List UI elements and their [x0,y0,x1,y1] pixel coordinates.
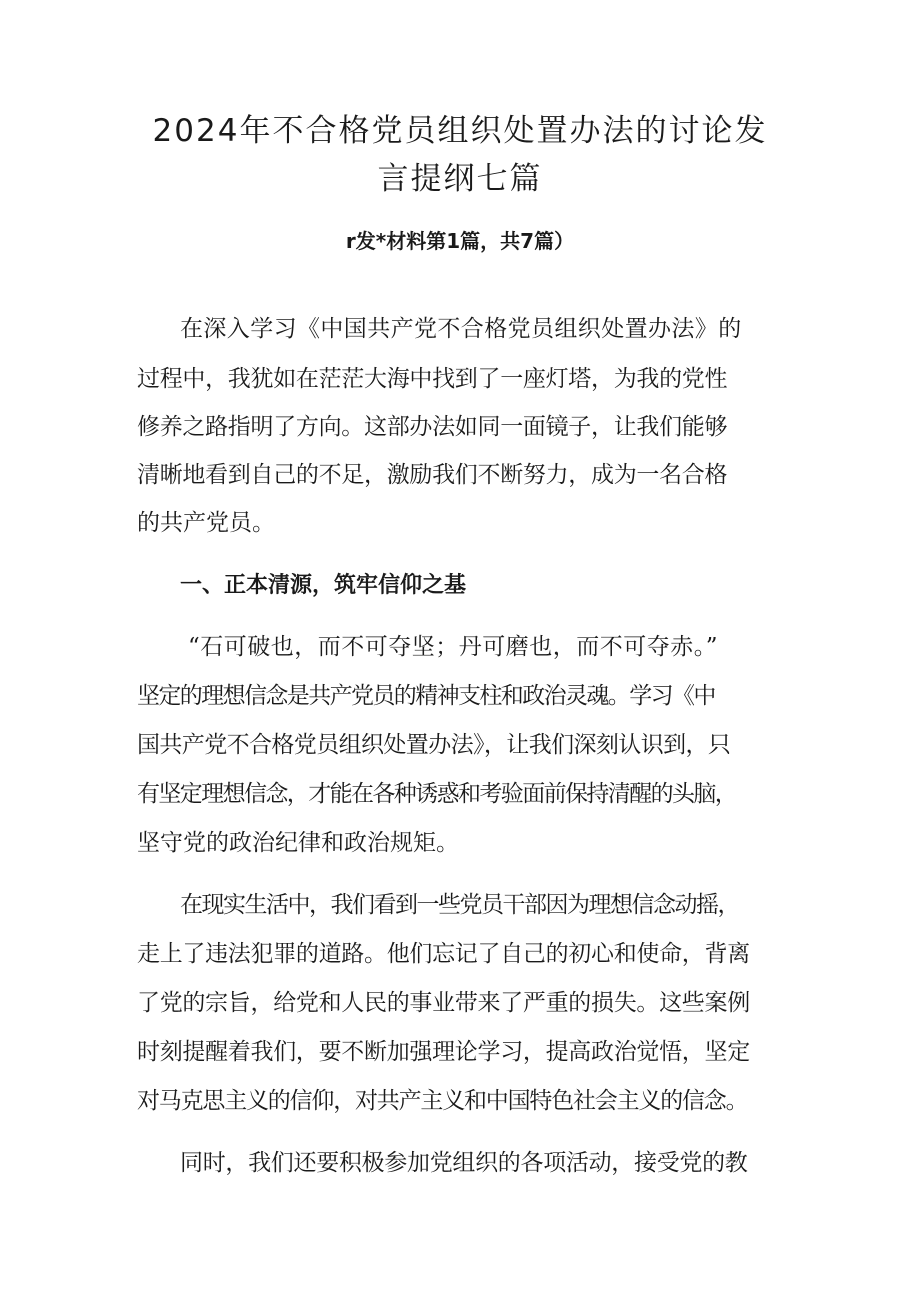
paragraph-3-line-3: 了党的宗旨，给党和人民的事业带来了严重的损失。这些案例 [137,990,750,1016]
document-title-line-1: 2024年不合格党员组织处置办法的讨论发 [152,113,768,149]
paragraph-1-line-4: 清晰地看到自己的不足，激励我们不断努力，成为一名合格 [137,462,728,488]
paragraph-3-line-4: 时刻提醒着我们，要不断加强理论学习，提高政治觉悟，坚定 [137,1039,750,1065]
paragraph-1-line-5: 的共产党员。 [137,510,275,536]
document-subtitle: r发*材料第1篇，共7篇） [345,229,575,253]
paragraph-3-line-1: 在现实生活中，我们看到一些党员干部因为理想信念动摇， [180,892,739,918]
paragraph-3-line-2: 走上了违法犯罪的道路。他们忘记了自己的初心和使命，背离 [137,941,750,967]
paragraph-2-line-1: “石可破也，而不可夺坚；丹可磨也，而不可夺赤。” [188,634,719,660]
section-heading-1: 一、正本清源，筑牢信仰之基 [180,573,467,598]
paragraph-1-line-1: 在深入学习《中国共产党不合格党员组织处置办法》的 [180,316,742,342]
paragraph-3-line-5: 对马克思主义的信仰，对共产主义和中国特色社会主义的信念。 [137,1088,748,1114]
paragraph-2-line-3: 国共产党不合格党员组织处置办法》，让我们深刻认识到，只 [137,732,731,758]
paragraph-4-line-1: 同时，我们还要积极参加党组织的各项活动，接受党的教 [180,1150,748,1176]
paragraph-1-line-2: 过程中，我犹如在茫茫大海中找到了一座灯塔，为我的党性 [137,366,728,392]
document-title-line-2: 言提纲七篇 [377,161,543,197]
paragraph-1-line-3: 修养之路指明了方向。这部办法如同一面镜子，让我们能够 [137,414,728,440]
paragraph-2-line-5: 坚守党的政治纪律和政治规矩。 [137,830,459,856]
paragraph-2-line-4: 有坚定理想信念，才能在各种诱惑和考验面前保持清醒的头脑， [137,781,737,807]
paragraph-2-line-2: 坚定的理想信念是共产党员的精神支柱和政治灵魂。学习《中 [137,683,715,709]
